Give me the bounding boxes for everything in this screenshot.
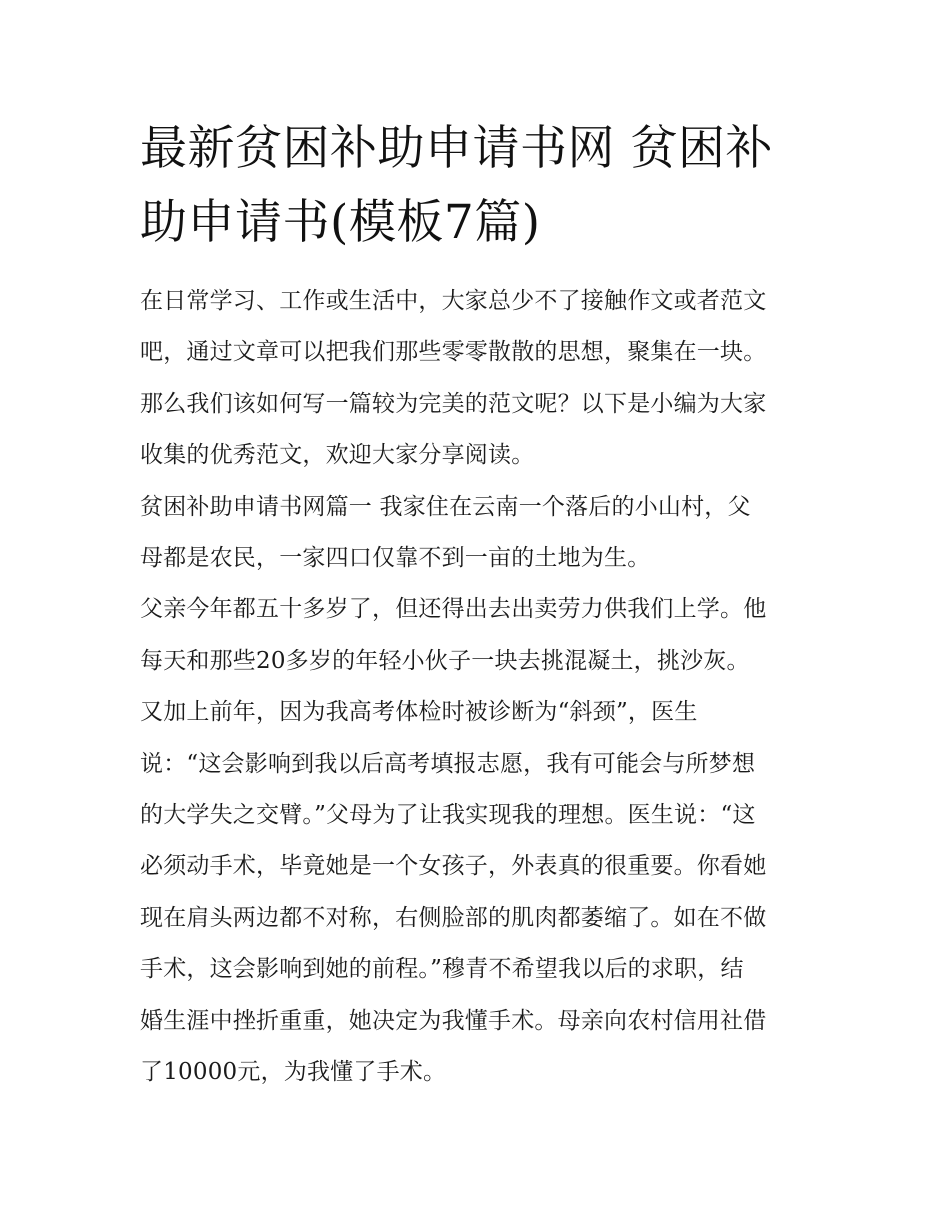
text-line: 的大学失之交臂。”父母为了让我实现我的理想。医生说：“这 [140,802,756,829]
title-line: 助申请书(模板7篇) [140,195,541,250]
document-body [140,276,815,1099]
text-line: 母都是农民，一家四口仅靠不到一亩的土地为生。 [140,545,651,572]
text-line: 说：“这会影响到我以后高考填报志愿，我有可能会与所梦想 [140,750,756,777]
text-line: 又加上前年，因为我高考体检时被诊断为“斜颈”，医生 [140,699,698,726]
document-content [140,112,815,1099]
document-title [140,112,815,260]
text-line: 在日常学习、工作或生活中，大家总少不了接触作文或者范文 [140,288,767,314]
text-line: 必须动手术，毕竟她是一个女孩子，外表真的很重要。你看她 [140,853,767,880]
text-line: 每天和那些20多岁的年轻小伙子一块去挑混凝土，挑沙灰。 [140,647,750,674]
paragraph-father [140,584,815,1098]
text-line: 了10000元，为我懂了手术。 [140,1059,447,1086]
paragraph-intro [140,276,815,482]
text-line: 婚生涯中挫折重重，她决定为我懂手术。母亲向农村信用社借 [140,1007,767,1034]
text-line: 收集的优秀范文，欢迎大家分享阅读。 [140,442,535,469]
text-line: 吧，通过文章可以把我们那些零零散散的思想，聚集在一块。 [140,339,767,366]
text-line: 父亲今年都五十多岁了，但还得出去出卖劳力供我们上学。他 [140,596,767,623]
title-line: 最新贫困补助申请书网 贫困补 [140,121,773,176]
text-line: 手术，这会影响到她的前程。”穆青不希望我以后的求职，结 [140,956,744,983]
text-line: 贫困补助申请书网篇一 我家住在云南一个落后的小山村，父 [140,493,751,520]
text-line: 现在肩头两边都不对称，右侧脸部的肌肉都萎缩了。如在不做 [140,904,767,931]
paragraph-section-one [140,482,815,585]
text-line: 那么我们该如何写一篇较为完美的范文呢？以下是小编为大家 [140,390,767,417]
